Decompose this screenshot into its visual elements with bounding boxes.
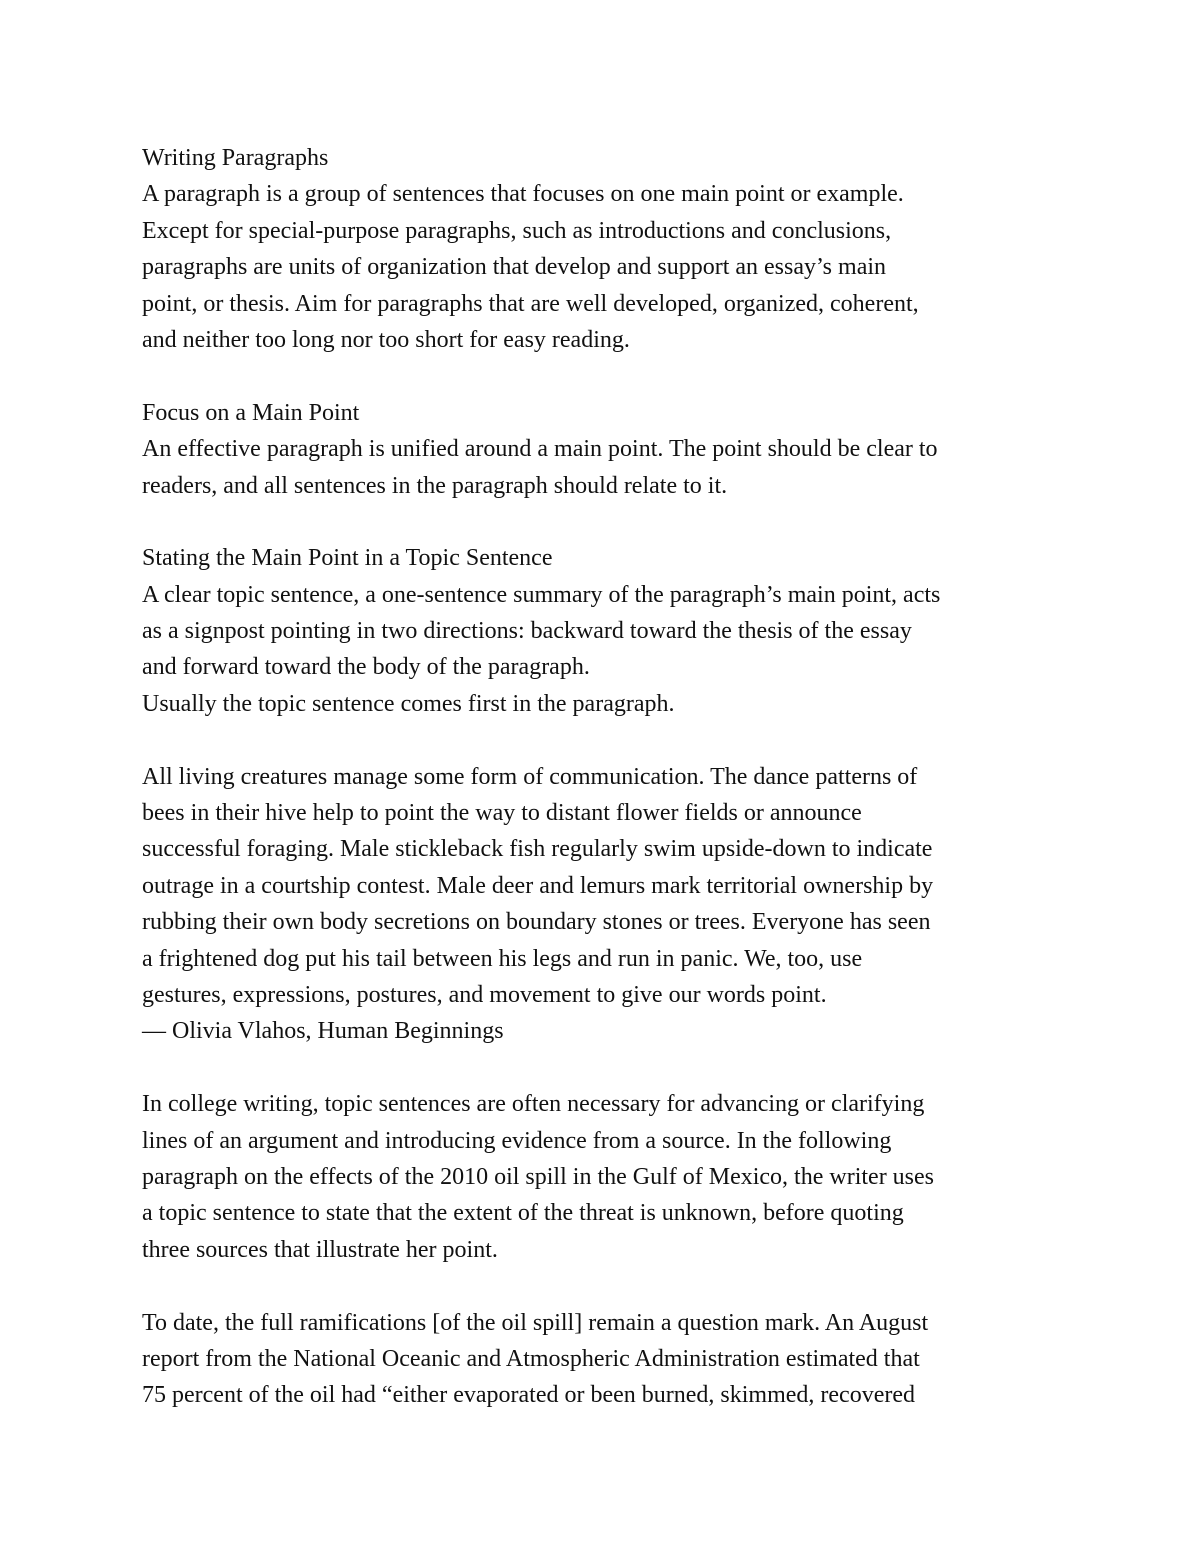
topic-line: Usually the topic sentence comes first in the paragraph. xyxy=(142,690,675,717)
blank-line xyxy=(142,1050,1072,1086)
example-line: successful foraging. Male stickleback fish regularly swim upside-down to indicate xyxy=(142,836,933,863)
example-line: bees in their hive help to point the way to distant flower fields or announce xyxy=(142,800,862,827)
college-line: a topic sentence to state that the extent of the threat is unknown, before quoting xyxy=(142,1200,904,1227)
topic-line: as a signpost pointing in two directions: backward toward the thesis of the essay xyxy=(142,618,912,645)
oil-spill-paragraph xyxy=(142,1305,1072,1414)
focus-line: An effective paragraph is unified around a main point. The point should be clear to xyxy=(142,436,938,463)
blank-line xyxy=(142,722,1072,758)
intro-line: and neither too long nor too short for easy reading. xyxy=(142,326,630,353)
example-line: gestures, expressions, postures, and movement to give our words point. xyxy=(142,981,827,1008)
example-quote-paragraph xyxy=(142,759,1072,1050)
example-line: outrage in a courtship contest. Male deer and lemurs mark territorial ownership by xyxy=(142,872,934,899)
college-line: paragraph on the effects of the 2010 oil spill in the Gulf of Mexico, the writer uses xyxy=(142,1163,935,1190)
example-line: rubbing their own body secretions on boundary stones or trees. Everyone has seen xyxy=(142,909,931,936)
example-line: All living creatures manage some form of communication. The dance patterns of xyxy=(142,763,918,790)
blank-line xyxy=(142,504,1072,540)
blank-line xyxy=(142,358,1072,394)
heading-topic-sentence: Stating the Main Point in a Topic Sentence xyxy=(142,545,553,572)
college-writing-paragraph xyxy=(142,1086,1072,1268)
college-line: lines of an argument and introducing evidence from a source. In the following xyxy=(142,1127,892,1154)
oil-line: To date, the full ramifications [of the oil spill] remain a question mark. An August xyxy=(142,1309,929,1336)
college-line: In college writing, topic sentences are often necessary for advancing or clarifying xyxy=(142,1091,925,1118)
intro-line: point, or thesis. Aim for paragraphs that are well developed, organized, coherent, xyxy=(142,290,919,317)
intro-line: Except for special-purpose paragraphs, such as introductions and conclusions, xyxy=(142,217,892,244)
blank-line xyxy=(142,1268,1072,1304)
intro-line: paragraphs are units of organization that develop and support an essay’s main xyxy=(142,254,887,281)
document-page xyxy=(142,140,1072,1414)
focus-paragraph xyxy=(142,431,1072,504)
topic-paragraph xyxy=(142,577,1072,723)
example-line: a frightened dog put his tail between his legs and run in panic. We, too, use xyxy=(142,945,863,972)
heading-writing-paragraphs: Writing Paragraphs xyxy=(142,145,329,171)
quote-attribution: — Olivia Vlahos, Human Beginnings xyxy=(142,1018,504,1045)
oil-line: 75 percent of the oil had “either evaporated or been burned, skimmed, recovered xyxy=(142,1382,916,1409)
intro-line: A paragraph is a group of sentences that focuses on one main point or example. xyxy=(142,181,904,208)
focus-line: readers, and all sentences in the paragraph should relate to it. xyxy=(142,472,728,499)
topic-line: A clear topic sentence, a one-sentence summary of the paragraph’s main point, acts xyxy=(142,581,941,608)
college-line: three sources that illustrate her point. xyxy=(142,1236,498,1263)
oil-line: report from the National Oceanic and Atmospheric Administration estimated that xyxy=(142,1345,920,1372)
topic-line: and forward toward the body of the paragraph. xyxy=(142,654,590,681)
heading-focus-main-point: Focus on a Main Point xyxy=(142,399,360,426)
intro-paragraph xyxy=(142,176,1072,358)
